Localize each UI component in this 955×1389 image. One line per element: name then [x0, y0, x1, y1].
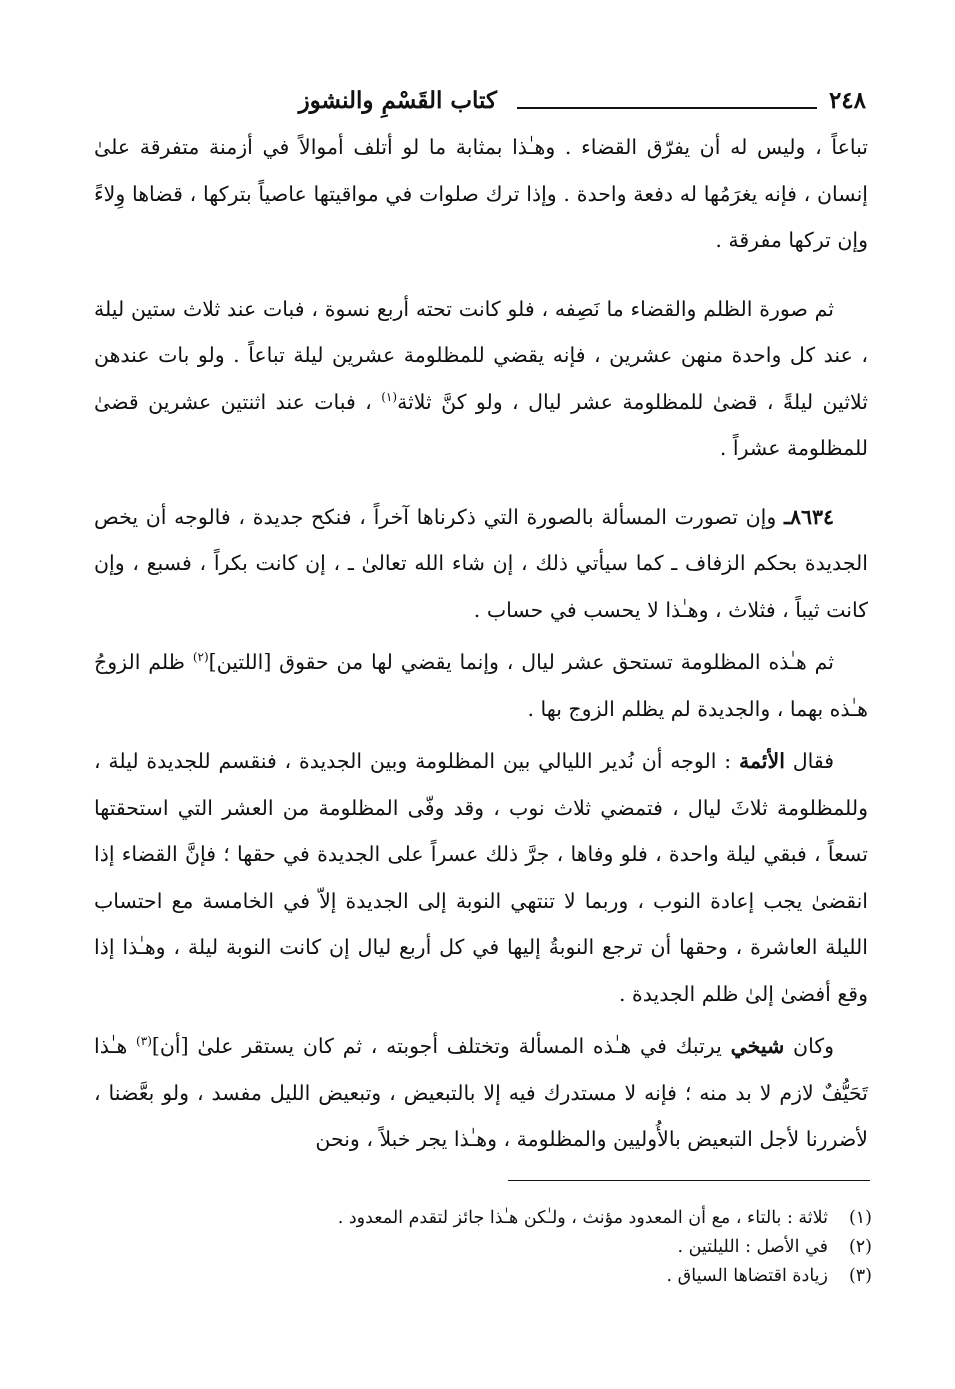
section-number: ٨٦٣٤ـ: [783, 504, 834, 529]
footnote-rule: [508, 1180, 870, 1181]
paragraph-6: وكان شيخي يرتبك في هـٰذه المسألة وتختلف أجوبته ، ثم كان يستقر علىٰ [أن]$^{(٣)}$ هـٰذا تَحَيُّفٌ لازم لا بد منه ؛ فإنه لا مستدرك فيه إلا بالتبعيض ، وتبعيض الليل مفسد ، ولو بعَّضنا ، لأضررنا لأجل التبعيض بالأُوليين والمظلومة ، وهـٰذا يجر خبلاً ، ونحن: [94, 1034, 868, 1151]
paragraph-2: ثم صورة الظلم والقضاء ما نَصِفه ، فلو كانت تحته أربع نسوة ، فبات عند ثلاث ستين ليلة ، عند كل واحدة منهن عشرين ، فإنه يقضي للمظلومة عشرين ليلة تباعاً . ولو بات عندهن ثلاثين ليلةً ، قضىٰ للمظلومة عشر ليال ، ولو كنَّ ثلاثة$^{(١)}$ ، فبات عند اثنتين عشرين قضىٰ للمظلومة عشراً .: [94, 296, 868, 460]
footnote-number: (٣): [848, 1266, 872, 1286]
footnote-number: (٢): [848, 1237, 872, 1257]
footnote-2: [200, 1233, 872, 1262]
paragraph-1: تباعاً ، وليس له أن يفرّق القضاء . وهـٰذا بمثابة ما لو أتلف أموالاً في أزمنة متفرقة علىٰ إنسان ، فإنه يغرَمُها له دفعة واحدة . وإذا ترك صلوات في مواقيتها عاصياً بتركها ، قضاها وِلاءً وإن تركها مفرقة .: [94, 135, 868, 252]
footnotes: [200, 1204, 872, 1291]
footnote-3: [200, 1262, 872, 1291]
footnote-number: (١): [848, 1208, 872, 1228]
body-text: [94, 124, 868, 1163]
footnote-text: زيادة اقتضاها السياق .: [666, 1266, 828, 1286]
header-rule: [517, 107, 817, 109]
footnote-1: [200, 1204, 872, 1233]
running-head: [96, 80, 866, 116]
term-aimma: الأئمة: [738, 749, 785, 773]
footnote-text: في الأصل : الليلتين .: [677, 1237, 828, 1257]
paragraph-3: ٨٦٣٤ـ وإن تصورت المسألة بالصورة التي ذكرناها آخراً ، فنكح جديدة ، فالوجه أن يخص الجديدة بحكم الزفاف ـ كما سيأتي ذلك ، إن شاء الله تعالىٰ ـ ، إن كانت بكراً ، فسبع ، وإن كانت ثيباً ، فثلاث ، وهـٰذا لا يحسب في حساب .: [94, 504, 868, 622]
paragraph-5: فقال الأئمة : الوجه أن نُدير الليالي بين المظلومة وبين الجديدة ، فنقسم للجديدة ليلة ، وللمظلومة ثلاثَ ليال ، فتمضي ثلاث نوب ، وقد وفّى المظلومة من العشر التي استحقتها تسعاً ، فبقي ليلة واحدة ، فلو وفاها ، جرَّ ذلك عسراً على الجديدة في حقها ؛ فإنَّ القضاء إذا انقضىٰ يجب إعادة النوب ، وربما لا تنتهي النوبة إلى الجديدة إلاّ في الخامسة مع احتساب الليلة العاشرة ، وحقها أن ترجع النوبةُ إليها في كل أربع ليال إن كانت النوبة ليلة ، وهـٰذا إذا وقع أفضىٰ إلىٰ ظلم الجديدة .: [94, 749, 868, 1006]
term-shaykhi: شيخي: [730, 1034, 785, 1058]
footnote-ref-3[interactable]: (٣): [136, 1034, 152, 1049]
footnote-ref-1[interactable]: (١): [381, 389, 398, 404]
footnote-ref-2[interactable]: (٢): [192, 650, 209, 665]
paragraph-4: ثم هـٰذه المظلومة تستحق عشر ليال ، وإنما يقضي لها من حقوق [اللتين]$^{(٢)}$ ظلم الزوجُ هـٰذه بهما ، والجديدة لم يظلم الزوج بها .: [94, 650, 868, 721]
page-number: ٢٤٨: [828, 87, 866, 114]
book-title: كتاب القَسْمِ والنشوز: [298, 87, 497, 114]
footnote-text: ثلاثة : بالتاء ، مع أن المعدود مؤنث ، ولـٰكن هـٰذا جائز لتقدم المعدود .: [337, 1208, 828, 1228]
